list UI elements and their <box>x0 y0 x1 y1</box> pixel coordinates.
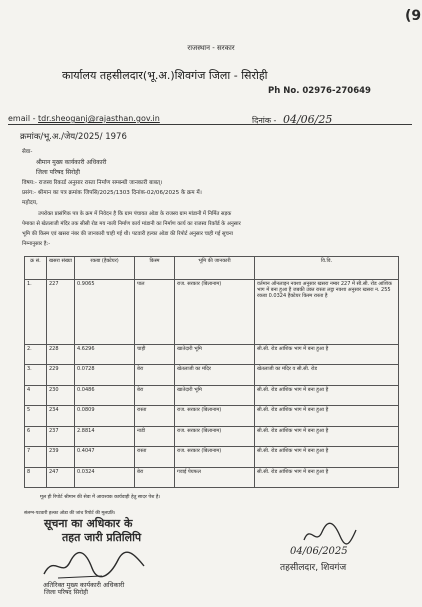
cell-khasra: 227 <box>47 280 75 345</box>
cell-remarks: सी.सी. रोड आंशिक भाग में बना हुआ है <box>255 447 399 467</box>
reference-number: क्रमांक/भू.अ./जेय/2025/ 1976 <box>20 132 127 142</box>
cell-area: 0.0728 <box>75 365 135 385</box>
table-header-row <box>25 257 399 280</box>
cell-area: 0.0809 <box>75 406 135 426</box>
left-signature-icon <box>40 548 150 582</box>
cell-land: राज. सरकार (बिलानाम) <box>175 426 255 446</box>
body-line-3: भूमि की किस्म एवं खसरा नंबर की जानकारी चाही गई थी। पटवारी हल्का ओडा की रिपोर्ट अनुसार चाही गई सूचना <box>22 231 233 237</box>
cell-khasra: 247 <box>47 467 75 487</box>
email-label: email - <box>8 114 36 123</box>
government-heading: राजस्थान - सरकार <box>187 44 235 52</box>
body-line-1: उपरोक्त प्रासंगिक पत्र के क्रम में निवेदन है कि ग्राम पंचायत ओडा के राजस्व ग्राम मांडानी में निर्मित सड़क <box>38 211 232 217</box>
cell-land: गवाई पेयफल <box>175 467 255 487</box>
cell-sno: 4 <box>25 385 47 405</box>
to-label: सेवा- <box>22 149 33 155</box>
cell-area: 0.9065 <box>75 280 135 345</box>
cell-remarks: खेतलाजी का मंदिर व सी.सी. रोड <box>255 365 399 385</box>
cell-sno: 6 <box>25 426 47 446</box>
cell-khasra: 228 <box>47 345 75 365</box>
cell-type: बेरा <box>135 467 175 487</box>
cell-area: 0.0324 <box>75 467 135 487</box>
cell-land: राज. सरकार (बिलानाम) <box>175 280 255 345</box>
date-value: 04/06/25 <box>282 113 333 126</box>
cell-type: रास्ता <box>135 406 175 426</box>
left-signatory-role: अतिरिक्त मुख्य कार्यकारी अधिकारी <box>43 581 125 589</box>
table-row <box>25 385 399 405</box>
cell-sno: 8 <box>25 467 47 487</box>
body-line-2: पेमाका से खेतलाजी मंदिर तक सीसी रोड मय नाली निर्माण कार्य मांडानी का निर्माण कार्य का राजस्व रिकॉर्ड के अनुसार <box>22 221 241 227</box>
cell-type: बेरा <box>135 385 175 405</box>
phone-number: Ph No. 02976-270649 <box>268 86 371 96</box>
header-divider <box>8 124 412 125</box>
cell-land: राज. सरकार (बिलानाम) <box>175 406 255 426</box>
cell-land: राज. सरकार (बिलानाम) <box>175 447 255 467</box>
cell-remarks: सी.सी. रोड आंशिक भाग में बना हुआ है <box>255 426 399 446</box>
email-line <box>8 114 160 123</box>
col-header-land: भूमि की जानकारी <box>175 257 255 280</box>
col-header-sno: क्र सं. <box>25 257 47 280</box>
cell-type: नाडी <box>135 426 175 446</box>
table-row <box>25 447 399 467</box>
date-label: दिनांक - <box>252 116 277 125</box>
table-row <box>25 365 399 385</box>
cell-khasra: 230 <box>47 385 75 405</box>
subject-line: विषय:- राजस्व रिकार्ड अनुसार रास्ता निर्माण सम्बन्धी जानकारी बाबत्। <box>22 180 163 186</box>
cell-sno: 2. <box>25 345 47 365</box>
office-title: कार्यालय तहसीलदार(भू.अ.)शिवगंज जिला - सिरोही <box>62 69 268 82</box>
cell-remarks: सी.सी. रोड आंशिक भाग में बना हुआ है <box>255 385 399 405</box>
enclosure-note: संलग्न-पटवारी हल्का ओडा की जांच रिपोर्ट की मूलप्रति। <box>24 511 116 516</box>
cell-land: खातेदारी भूमि <box>175 345 255 365</box>
cell-area: 0.0486 <box>75 385 135 405</box>
cell-area: 4.6296 <box>75 345 135 365</box>
body-line-4: निम्नानुसार है:- <box>22 241 51 247</box>
table-row <box>25 426 399 446</box>
cell-remarks: सी.सी. रोड आंशिक भाग में बना हुआ है <box>255 467 399 487</box>
rti-stamp-line-2: तहत जारी प्रतिलिपि <box>62 531 142 544</box>
cell-sno: 7 <box>25 447 47 467</box>
cell-khasra: 239 <box>47 447 75 467</box>
col-header-type: किस्म <box>135 257 175 280</box>
right-signatory-role: तहसीलदार, शिवगंज <box>280 563 347 573</box>
cell-type: पाल <box>135 280 175 345</box>
col-header-khasra: खसरा संख्या <box>47 257 75 280</box>
left-signatory-office: जिला परिषद सिरोही <box>44 589 88 596</box>
table-row <box>25 345 399 365</box>
cell-sno: 5 <box>25 406 47 426</box>
cell-remarks: सी.सी. रोड आंशिक भाग में बना हुआ है <box>255 345 399 365</box>
cell-khasra: 234 <box>47 406 75 426</box>
closing-note: मूल ही रिपोर्ट श्रीमान की सेवा में आवश्यक कार्यवाही हेतु सादर पेश है। <box>40 495 161 500</box>
col-header-area: रकबा (हैक्टेयर) <box>75 257 135 280</box>
col-header-remarks: वि.वि. <box>255 257 399 280</box>
page-corner-mark: (9 <box>405 8 422 24</box>
cell-sno: 3. <box>25 365 47 385</box>
table-row <box>25 467 399 487</box>
recipient-line-1: श्रीमान मुख्य कार्यकारी अधिकारी <box>36 159 107 166</box>
right-signature-date: 04/06/2025 <box>290 546 348 557</box>
cell-remarks: वर्तमान ऑनलाइन नक्शा अनुसार खसरा नम्बर 227 में सी.सी. रोड आंशिक भाग में बना हुआ है जबकी उक्त रास्ता लट्ठा नक्शा अनुसार खसरा न. 255 रकबा 0.0324 हैक्टेयर किस्म रास्ता है <box>255 280 399 345</box>
email-address: tdr.sheoganj@rajasthan.gov.in <box>38 114 160 123</box>
table-row <box>25 406 399 426</box>
table-row <box>25 280 399 345</box>
cell-type: रास्ता <box>135 447 175 467</box>
cell-land: खेतलाजी का मंदिर <box>175 365 255 385</box>
cell-area: 0.4047 <box>75 447 135 467</box>
khasra-table <box>24 256 399 488</box>
cell-type: चाही <box>135 345 175 365</box>
recipient-line-2: जिला परिषद सिरोही <box>36 169 80 176</box>
cell-khasra: 229 <box>47 365 75 385</box>
rti-stamp-line-1: सूचना का अधिकार के <box>44 517 133 530</box>
cell-land: खातेदारी भूमि <box>175 385 255 405</box>
reference-line: प्रसंग:- श्रीमान का पत्र क्रमांक जिपसि/2025/1303 दिनांक-02/06/2025 के क्रम में। <box>22 190 202 196</box>
cell-type: बेरा <box>135 365 175 385</box>
cell-khasra: 237 <box>47 426 75 446</box>
salutation: महोदय, <box>22 200 38 206</box>
cell-remarks: सी.सी. रोड आंशिक भाग में बना हुआ है <box>255 406 399 426</box>
cell-area: 2.8814 <box>75 426 135 446</box>
cell-sno: 1. <box>25 280 47 345</box>
